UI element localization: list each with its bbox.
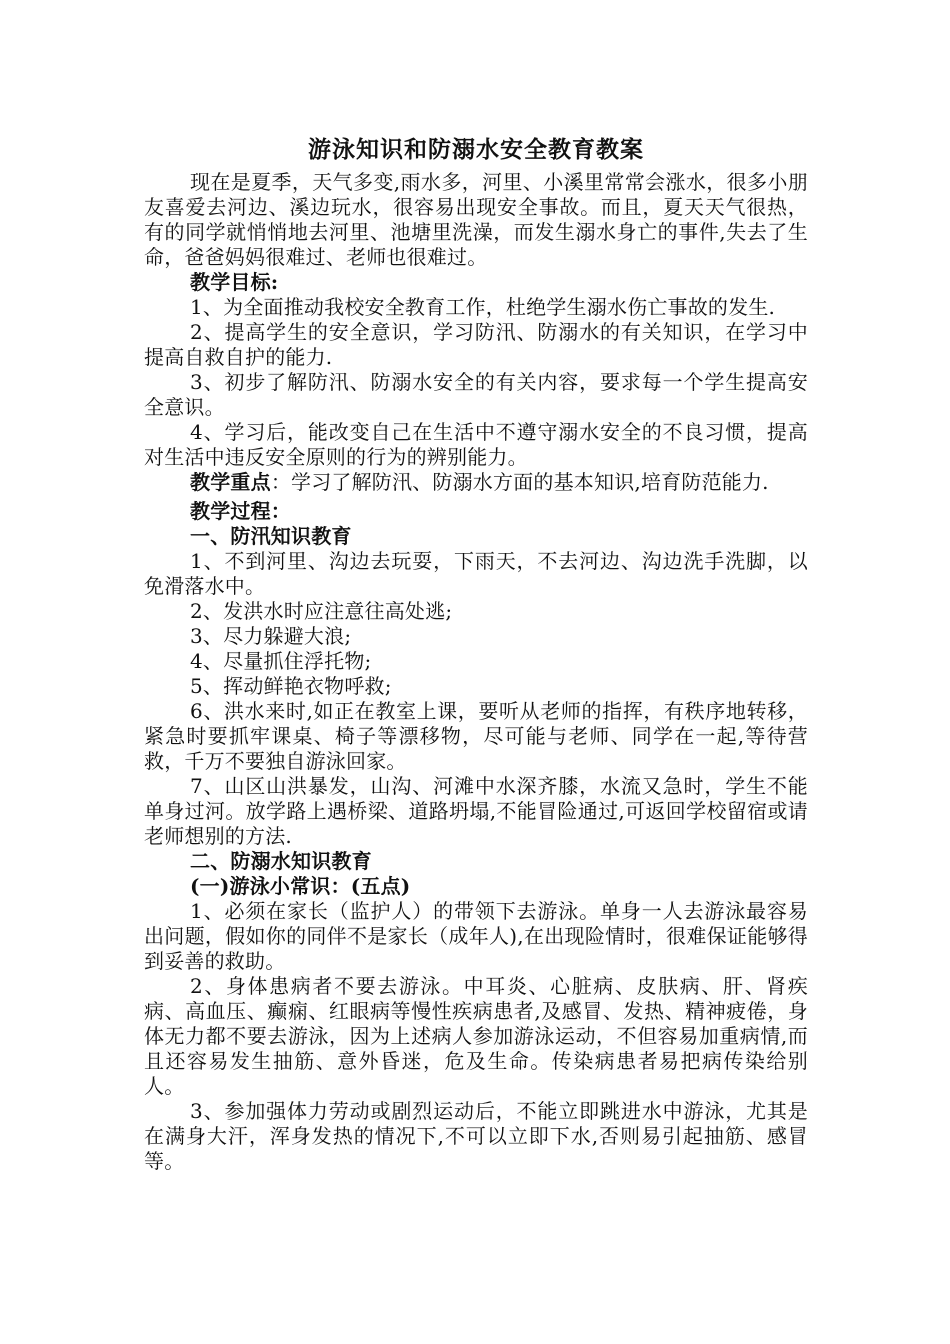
section1-heading: 一、防汛知识教育	[190, 524, 352, 548]
document-body	[144, 132, 808, 1174]
goal-item: 1、为全面推动我校安全教育工作，杜绝学生溺水伤亡事故的发生.	[190, 295, 776, 319]
goals-heading: 教学目标:	[190, 270, 279, 294]
focus-label: 教学重点	[190, 470, 271, 494]
goal-item: 3、初步了解防汛、防溺水安全的有关内容，要求每一个学生提高安全意识。	[144, 370, 808, 419]
subsection1-heading: (一)游泳小常识：(五点)	[190, 874, 411, 898]
focus-text: ：学习了解防汛、防溺水方面的基本知识,培育防范能力.	[270, 470, 769, 494]
focus-paragraph	[144, 470, 808, 495]
flood-item: 4、尽量抓住浮托物;	[190, 649, 372, 673]
flood-item: 3、尽力躲避大浪;	[190, 624, 352, 648]
flood-item: 5、挥动鲜艳衣物呼救;	[190, 674, 392, 698]
goal-item: 4、学习后，能改变自己在生活中不遵守溺水安全的不良习惯，提高对生活中违反安全原则的行为的辨别能力。	[144, 420, 808, 469]
process-heading: 教学过程：	[190, 499, 291, 523]
flood-item: 7、山区山洪暴发，山沟、河滩中水深齐膝，水流又急时，学生不能单身过河。放学路上遇桥梁、道路坍塌,不能冒险通过,可返回学校留宿或请老师想别的方法.	[144, 774, 808, 848]
swim-tip-item: 2、身体患病者不要去游泳。中耳炎、心脏病、皮肤病、肝、肾疾病、高血压、癫痫、红眼病等慢性疾病患者,及感冒、发热、精神疲倦，身体无力都不要去游泳，因为上述病人参加游泳运动，不但容易加重病情,而且还容易发生抽筋、意外昏迷，危及生命。传染病患者易把病传染给别人。	[144, 974, 808, 1098]
goal-item: 2、提高学生的安全意识，学习防汛、防溺水的有关知识，在学习中提高自救自护的能力.	[144, 320, 808, 369]
swim-tip-item: 1、必须在家长（监护人）的带领下去游泳。单身一人去游泳最容易出问题，假如你的同伴不是家长（成年人),在出现险情时，很难保证能够得到妥善的救助。	[144, 899, 808, 973]
document-title: 游泳知识和防溺水安全教育教案	[308, 136, 644, 163]
flood-item: 1、不到河里、沟边去玩耍，下雨天，不去河边、沟边洗手洗脚，以免滑落水中。	[144, 549, 808, 598]
section2-heading: 二、防溺水知识教育	[190, 849, 372, 873]
flood-item: 6、洪水来时,如正在教室上课，要听从老师的指挥，有秩序地转移，紧急时要抓牢课桌、椅子等漂移物，尽可能与老师、同学在一起,等待营救，千万不要独自游泳回家。	[144, 699, 808, 773]
intro-paragraph: 现在是夏季，天气多变,雨水多，河里、小溪里常常会涨水，很多小朋友喜爱去河边、溪边玩水，很容易出现安全事故。而且，夏天天气很热，有的同学就悄悄地去河里、池塘里洗澡，而发生溺水身亡的事件,失去了生命，爸爸妈妈很难过、老师也很难过。	[144, 170, 808, 269]
flood-item: 2、发洪水时应注意往高处逃;	[190, 599, 453, 623]
swim-tip-item: 3、参加强体力劳动或剧烈运动后，不能立即跳进水中游泳，尤其是在满身大汗，浑身发热的情况下,不可以立即下水,否则易引起抽筋、感冒等。	[144, 1099, 808, 1173]
